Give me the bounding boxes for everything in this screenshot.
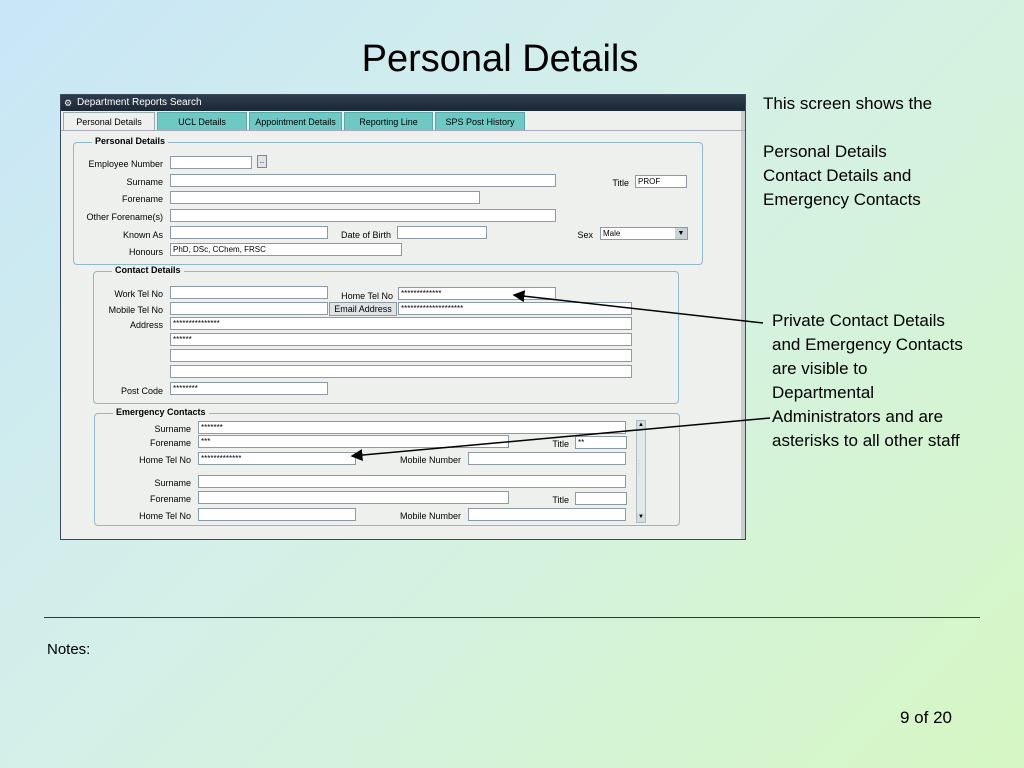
ec1-title-label: Title — [552, 439, 569, 449]
tab-personal-details[interactable]: Personal Details — [63, 112, 155, 130]
app-icon: ⚙ — [64, 98, 73, 108]
tab-appointment-details[interactable]: Appointment Details — [249, 112, 342, 130]
post-code-label: Post Code — [120, 386, 163, 396]
honours-label: Honours — [128, 247, 163, 257]
post-code-input[interactable]: ******** — [170, 382, 328, 395]
scroll-up-icon[interactable]: ▲ — [638, 422, 644, 428]
address-label: Address — [129, 320, 163, 330]
sex-value: Male — [603, 229, 621, 238]
group-title: Contact Details — [112, 265, 184, 275]
group-title: Personal Details — [92, 136, 168, 146]
tab-sps-post-history[interactable]: SPS Post History — [435, 112, 525, 130]
chevron-down-icon[interactable]: ▼ — [675, 228, 687, 239]
callout-line: are visible to — [772, 359, 868, 378]
tab-ucl-details[interactable]: UCL Details — [157, 112, 247, 130]
honours-input[interactable]: PhD, DSc, CChem, FRSC — [170, 243, 402, 256]
ec2-title-label: Title — [552, 495, 569, 505]
side-line: Emergency Contacts — [763, 190, 921, 209]
email-input[interactable]: ******************** — [398, 302, 632, 315]
known-as-label: Known As — [122, 230, 163, 240]
other-forenames-label: Other Forename(s) — [86, 212, 163, 222]
mobile-tel-label: Mobile Tel No — [108, 305, 163, 315]
ec2-mobile-label: Mobile Number — [399, 511, 461, 521]
ec2-home-tel-label: Home Tel No — [139, 511, 191, 521]
forename-label: Forename — [121, 194, 163, 204]
notes-divider — [44, 617, 980, 618]
ec1-forename-input[interactable]: *** — [198, 435, 509, 448]
page-number: 9 of 20 — [900, 708, 952, 727]
window-title: Department Reports Search — [77, 97, 202, 108]
ec1-title-input[interactable]: ** — [575, 436, 627, 449]
work-tel-label: Work Tel No — [114, 289, 163, 299]
tab-reporting-line[interactable]: Reporting Line — [344, 112, 433, 130]
email-address-label: Email Address — [329, 302, 397, 316]
side-line: Personal Details — [763, 142, 887, 161]
employee-number-label: Employee Number — [88, 159, 163, 169]
callout-line: asterisks to all other staff — [772, 431, 960, 450]
scroll-down-icon[interactable]: ▼ — [638, 514, 644, 520]
employee-lookup-button[interactable]: .. — [257, 155, 267, 168]
callout-line: Private Contact Details — [772, 311, 945, 330]
arrow-to-home-tel — [514, 295, 763, 323]
ec2-forename-label: Forename — [149, 494, 191, 504]
home-tel-label: Home Tel No — [341, 291, 393, 301]
title-label: Title — [612, 178, 629, 188]
ec1-home-tel-label: Home Tel No — [139, 455, 191, 465]
arrow-to-emergency-home-tel — [352, 418, 770, 456]
slide-title: Personal Details — [361, 38, 639, 80]
sex-label: Sex — [577, 230, 593, 240]
address-line-1-input[interactable]: *************** — [170, 317, 632, 330]
address-line-2-input[interactable]: ****** — [170, 333, 632, 346]
ec1-surname-label: Surname — [154, 424, 191, 434]
ec2-surname-label: Surname — [154, 478, 191, 488]
callout-line: and Emergency Contacts — [772, 335, 963, 354]
side-line: Contact Details and — [763, 166, 912, 185]
side-line: This screen shows the — [763, 94, 933, 113]
title-input[interactable]: PROF — [635, 175, 687, 188]
ec1-forename-label: Forename — [149, 438, 191, 448]
ec1-surname-input[interactable]: ******* — [198, 421, 626, 434]
dob-label: Date of Birth — [340, 230, 391, 240]
grip-icon: : : : — [638, 460, 640, 476]
callout-line: Administrators and are — [772, 407, 944, 426]
callout-line: Departmental — [772, 383, 875, 402]
surname-label: Surname — [126, 177, 163, 187]
notes-label: Notes: — [47, 641, 91, 658]
ec1-mobile-label: Mobile Number — [399, 455, 461, 465]
ec1-home-tel-input[interactable]: ************* — [198, 452, 356, 465]
group-title: Emergency Contacts — [113, 407, 209, 417]
home-tel-input[interactable]: ************* — [398, 287, 556, 300]
